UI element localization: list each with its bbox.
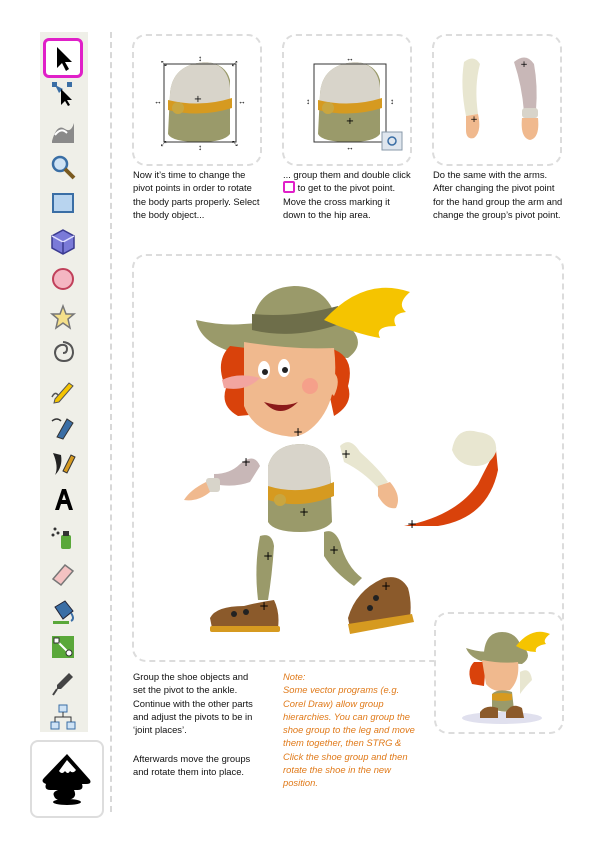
step2-caption-before: ... group them and double click: [283, 169, 411, 180]
selector-tool[interactable]: [43, 38, 83, 78]
svg-text:+: +: [340, 447, 352, 461]
svg-text:+: +: [193, 94, 203, 105]
note-box: [283, 670, 415, 790]
pencil-tool[interactable]: [48, 376, 78, 406]
svg-text:+: +: [345, 116, 355, 127]
spiral-icon: [49, 339, 77, 367]
calligraphy-tool[interactable]: [48, 448, 78, 478]
svg-text:+: +: [470, 115, 478, 125]
connector-icon: [49, 703, 77, 731]
svg-text:+: +: [328, 543, 340, 557]
inkscape-logo-icon: [38, 750, 96, 808]
zoom-tool[interactable]: [48, 152, 78, 182]
text-a-icon: [49, 485, 77, 513]
rectangle-icon: [49, 189, 77, 217]
gradient-tool[interactable]: [48, 632, 78, 662]
magnifier-icon: [49, 153, 77, 181]
svg-text:+: +: [240, 455, 252, 469]
spray-tool[interactable]: [48, 522, 78, 552]
character-right-arm: [340, 442, 398, 508]
svg-text:↕: ↕: [390, 97, 394, 106]
bottom-paragraph-1: Group the shoe objects and set the pivot to the ankle. Continue with the other parts and adjust the pivots to be in ‘joint places’.: [133, 671, 253, 736]
star-tool[interactable]: [48, 302, 78, 332]
character-left-leg: [256, 535, 274, 600]
character-left-shoe: [210, 599, 280, 632]
step2-illustration-panel: [282, 34, 412, 166]
3d-box-tool[interactable]: [48, 226, 78, 256]
vertical-divider: [110, 32, 112, 812]
svg-text:+: +: [298, 505, 310, 519]
svg-text:+: +: [406, 517, 418, 531]
rectangle-tool[interactable]: [48, 188, 78, 218]
ellipse-tool[interactable]: [48, 264, 78, 294]
pen-bezier-icon: [49, 413, 77, 441]
spiral-tool[interactable]: [48, 338, 78, 368]
pencil-icon: [49, 377, 77, 405]
bottom-paragraph-2: Afterwards move the groups and rotate them into place.: [133, 753, 251, 778]
dropper-icon: [49, 669, 77, 697]
posed-character: [462, 632, 550, 724]
character-right-leg: [324, 531, 362, 586]
pen-tool[interactable]: [48, 412, 78, 442]
step3-caption: Do the same with the arms. After changing the pivot point for the hand group the arm and change the group’s pivot point.: [433, 169, 563, 220]
star-icon: [49, 303, 77, 331]
svg-text:⤡: ⤡: [232, 141, 238, 148]
double-click-icon: [283, 181, 295, 193]
step2-caption-after: to get to the pivot point. Move the cross marking it down to the hip area.: [283, 182, 396, 220]
tweak-tool[interactable]: [48, 116, 78, 146]
svg-text:+: +: [258, 599, 270, 613]
step1-caption: Now it’s time to change the pivot points in order to rotate the body parts properly. Select the body object...: [133, 169, 260, 220]
tool-palette: [40, 32, 88, 732]
svg-text:⤢: ⤢: [232, 61, 238, 68]
character-torso: [268, 444, 334, 532]
inkscape-logo: [30, 740, 104, 818]
box-3d-icon: [49, 227, 77, 255]
character-right-shoe: [348, 577, 414, 634]
character-left-arm: [184, 455, 260, 500]
step3-illustration-panel: [432, 34, 562, 166]
svg-text:+: +: [520, 60, 528, 70]
node-edit-icon: [49, 79, 77, 107]
posed-character-panel: [434, 612, 564, 734]
arrow-cursor-icon: [49, 44, 77, 72]
svg-text:↕: ↕: [198, 54, 202, 63]
gradient-icon: [49, 633, 77, 661]
note-title: Note:: [283, 671, 306, 682]
body-group-rotate-mode: [306, 54, 402, 152]
svg-text:⤡: ⤡: [161, 61, 167, 68]
svg-text:+: +: [262, 549, 274, 563]
step2-caption: [283, 168, 413, 221]
svg-text:↔: ↔: [346, 54, 354, 63]
svg-text:+: +: [292, 425, 304, 439]
tweak-wave-icon: [49, 117, 77, 145]
arm-parts: [462, 57, 538, 140]
dropper-tool[interactable]: [48, 668, 78, 698]
svg-text:↕: ↕: [198, 143, 202, 152]
paint-bucket-tool[interactable]: [48, 596, 78, 626]
svg-text:↔: ↔: [238, 97, 246, 106]
connector-tool[interactable]: [48, 702, 78, 732]
svg-text:⤢: ⤢: [161, 141, 167, 148]
step1-illustration-panel: [132, 34, 262, 166]
svg-text:+: +: [380, 579, 392, 593]
svg-text:↔: ↔: [346, 143, 354, 152]
paint-bucket-icon: [49, 597, 77, 625]
eraser-tool[interactable]: [48, 558, 78, 588]
character-head: [196, 286, 410, 439]
character-tail: [404, 431, 498, 531]
svg-text:↔: ↔: [154, 97, 162, 106]
text-tool[interactable]: [48, 484, 78, 514]
ellipse-icon: [49, 265, 77, 293]
body-object-selected: [154, 54, 246, 152]
svg-text:↕: ↕: [306, 97, 310, 106]
spray-icon: [49, 523, 77, 551]
character-pivot-panel: [132, 254, 564, 662]
eraser-icon: [49, 559, 77, 587]
node-tool[interactable]: [48, 78, 78, 108]
calligraphy-icon: [49, 449, 77, 477]
note-text: Some vector programs (e.g. Corel Draw) allow group hierarchies. You can group the shoe group to the leg and move them together, then STRG & Click the shoe group and then rotate the shoe in the new position.: [283, 684, 415, 789]
